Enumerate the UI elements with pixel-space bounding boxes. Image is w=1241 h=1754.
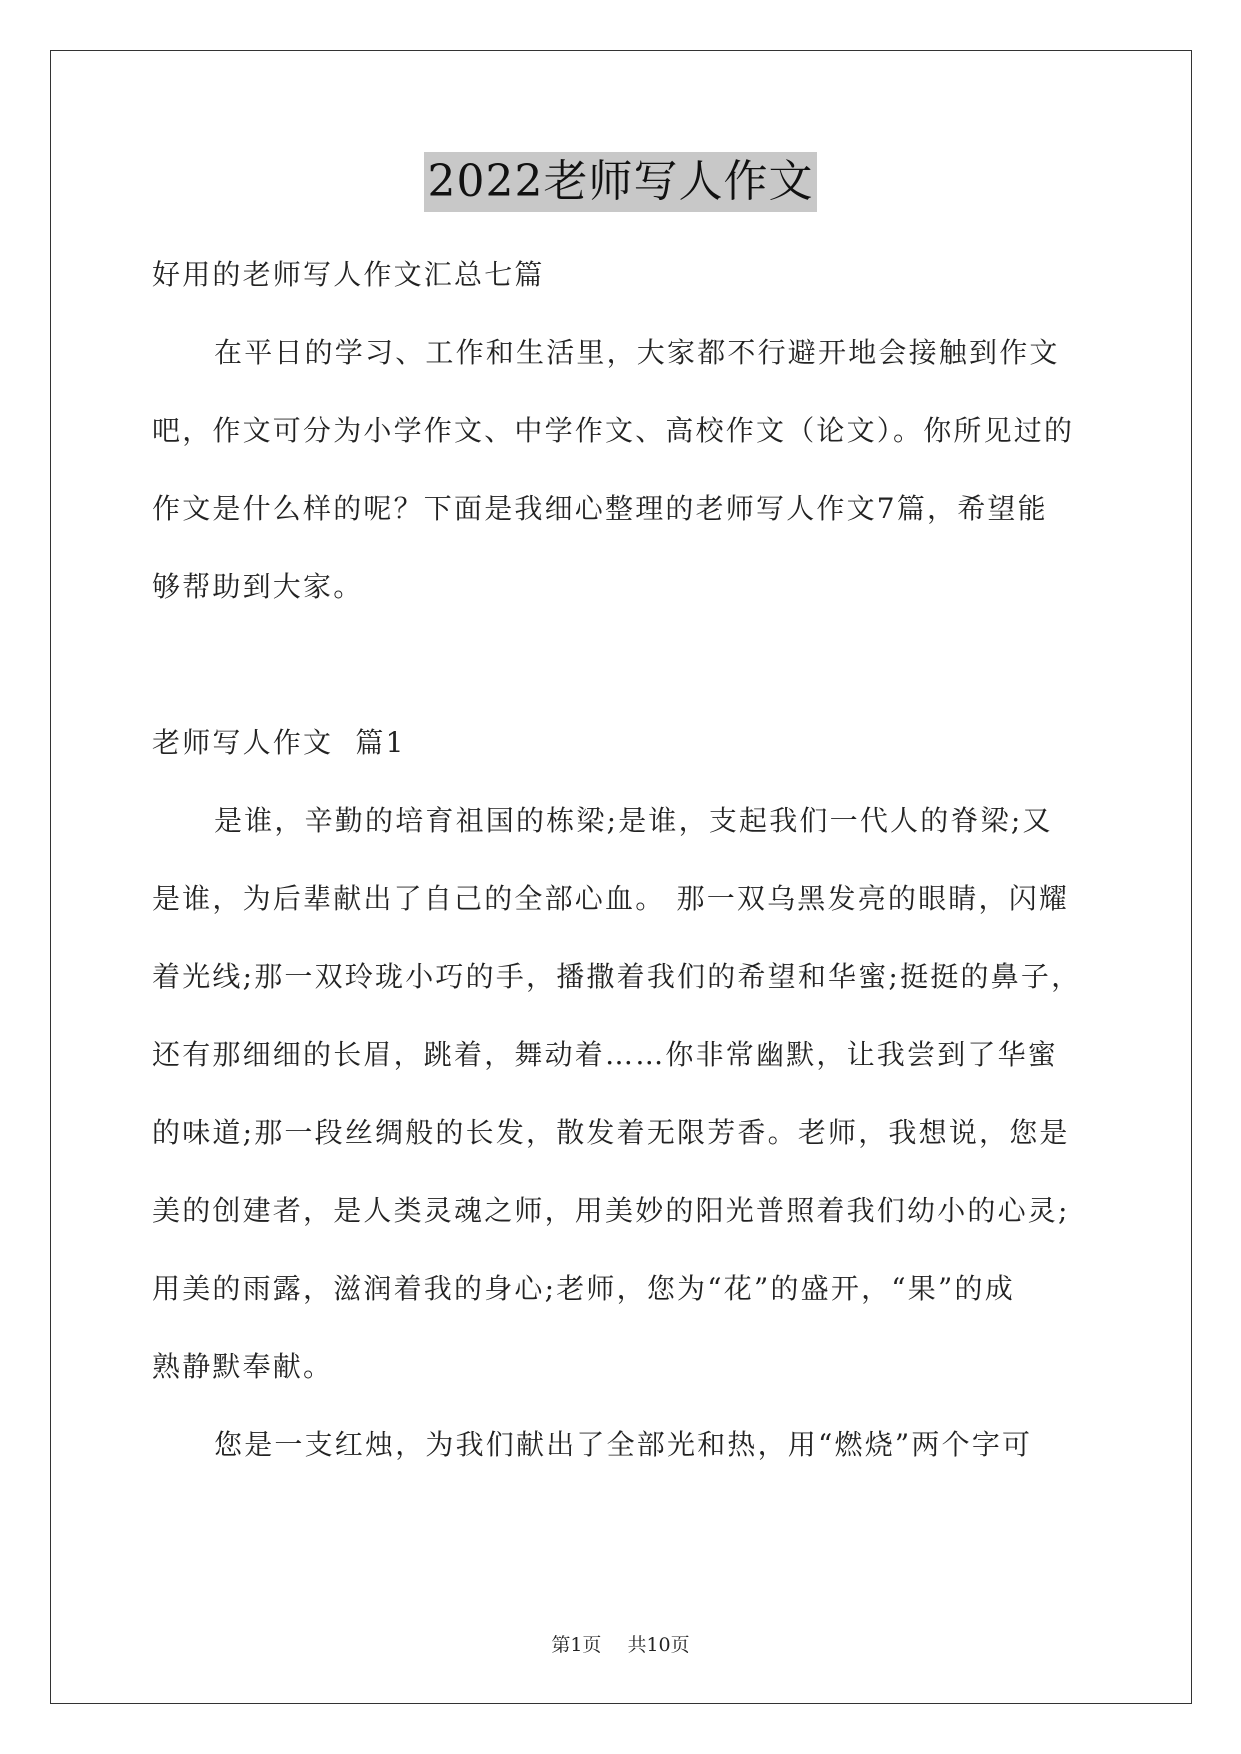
text-line: 还有那细细的长眉，跳着，舞动着……你非常幽默，让我尝到了华蜜: [152, 1038, 1059, 1071]
document-title: 2022老师写人作文: [424, 152, 818, 212]
text-line: 着光线;那一双玲珑小巧的手，播撒着我们的希望和华蜜;挺挺的鼻子，: [152, 960, 1082, 993]
text-line: 在平日的学习、工作和生活里，大家都不行避开地会接触到作文: [214, 336, 1060, 369]
page-number: 第1页: [551, 1634, 602, 1656]
document-body: [152, 236, 1092, 1484]
text-line: 的味道;那一段丝绸般的长发，散发着无限芳香。老师，我想说，您是: [152, 1116, 1070, 1149]
text-line: 作文是什么样的呢？下面是我细心整理的老师写人作文7篇，希望能: [152, 492, 1048, 525]
title-container: [0, 152, 1241, 212]
intro-paragraph: [152, 314, 1092, 626]
text-line: 您是一支红烛，为我们献出了全部光和热，用“燃烧”两个字可: [214, 1428, 1033, 1461]
text-line: 吧，作文可分为小学作文、中学作文、高校作文（论文）。你所见过的: [152, 414, 1075, 447]
text-line: 是谁，辛勤的培育祖国的栋梁;是谁，支起我们一代人的脊梁;又: [214, 804, 1053, 837]
section-heading: 老师写人作文 篇1: [152, 726, 406, 759]
text-line: 熟静默奉献。: [152, 1350, 334, 1383]
page-footer: [0, 1630, 1241, 1657]
spacer: [152, 626, 1092, 704]
paragraph-1: [152, 782, 1092, 1406]
subtitle: 好用的老师写人作文汇总七篇: [152, 258, 545, 291]
text-line: 够帮助到大家。: [152, 570, 364, 603]
page-total: 共10页: [627, 1634, 690, 1656]
text-line: 美的创建者，是人类灵魂之师，用美妙的阳光普照着我们幼小的心灵;: [152, 1194, 1070, 1227]
paragraph-2: [152, 1406, 1092, 1484]
text-line: 用美的雨露，滋润着我的身心;老师，您为“花”的盛开，“果”的成: [152, 1272, 1015, 1305]
text-line: 是谁，为后辈献出了自己的全部心血。 那一双乌黑发亮的眼睛，闪耀: [152, 882, 1070, 915]
